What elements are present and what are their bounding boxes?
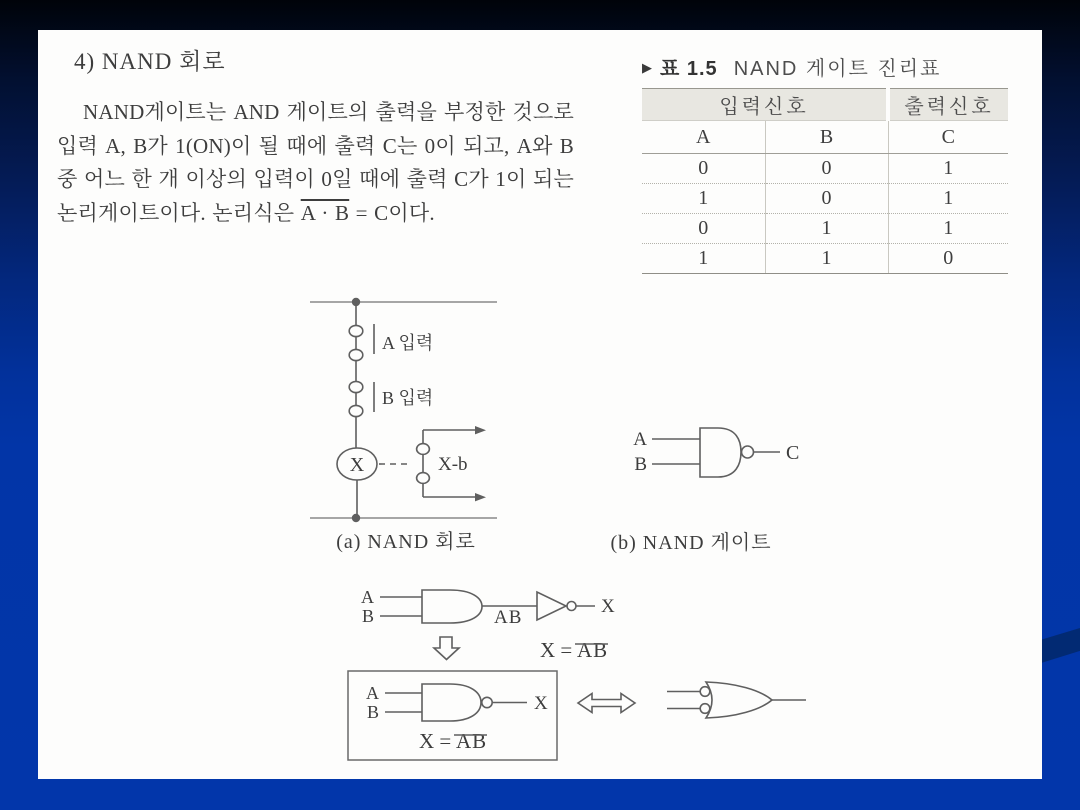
boxed-formula-overline-text: AB [456, 729, 488, 753]
input-inversion-bubble [700, 704, 710, 714]
down-arrow-icon [434, 637, 459, 660]
input-inversion-bubble [700, 687, 710, 697]
overline-formula: A · B [300, 200, 350, 225]
nand-gate-body [700, 428, 741, 477]
equivalence-diagram [348, 587, 806, 760]
arrow-right-icon [475, 493, 486, 501]
inversion-bubble [742, 446, 754, 458]
formula-overline-text: AB [577, 638, 609, 662]
and-output-label: AB [494, 607, 523, 628]
table-cell: 1 [642, 184, 765, 214]
table-cell: 1 [642, 244, 765, 274]
xb-node-1 [417, 444, 430, 455]
table-cell: 1 [765, 244, 888, 274]
table-cell: 1 [765, 214, 888, 244]
table-title-text: NAND 게이트 진리표 [733, 58, 942, 80]
inversion-bubble [482, 697, 492, 707]
contact-b-node-2 [349, 405, 363, 416]
contact-a-node-1 [349, 325, 363, 336]
table-cell: 0 [765, 154, 888, 184]
caption-a: (a) NAND 회로 [336, 531, 476, 553]
coil-label: X [349, 454, 365, 476]
output-x-label: X [601, 596, 615, 617]
table-cell: 1 [888, 184, 1008, 214]
col-c: C [888, 121, 1008, 154]
table-cell: 1 [888, 214, 1008, 244]
input-a-label: A [366, 683, 379, 703]
col-b: B [765, 121, 888, 154]
table-label: 표 1.5 [660, 58, 718, 80]
input-b-label: B [634, 454, 647, 475]
contact-b-label: B 입력 [382, 388, 434, 408]
header-output-signal: 출력신호 [888, 89, 1008, 121]
boxed-formula-lhs: X = [419, 729, 452, 753]
header-input-signal: 입력신호 [642, 89, 888, 121]
junction-dot-bottom [352, 514, 360, 522]
paragraph-text: NAND게이트는 AND 게이트의 출력을 부정한 것으로 입력 A, B가 1(ON)이 될 때에 출력 C는 0이 되고, A와 B 중 어느 한 개 이상의 입력이 0일 때에 출력 C가 1이 되는 논리게이트이다. 논리식은 [57, 100, 574, 225]
input-b-label: B [361, 606, 374, 626]
table-cell: 0 [765, 184, 888, 214]
table-cell: 1 [888, 154, 1008, 184]
formula-lhs: X = [540, 638, 573, 662]
page-title: 4) NAND 회로 [74, 49, 226, 74]
caption-b: (b) NAND 게이트 [610, 532, 772, 554]
input-b-label: B [366, 702, 379, 722]
table-cell: 0 [888, 244, 1008, 274]
relay-circuit-diagram [310, 298, 497, 553]
contact-a-label: A 입력 [382, 333, 434, 353]
contact-a-node-2 [349, 349, 363, 360]
table-cell: 0 [642, 154, 765, 184]
triangle-marker-icon: ▶ [642, 60, 652, 75]
nand-gate-body [422, 684, 481, 721]
output-c-label: C [786, 442, 800, 464]
arrow-right-icon [475, 426, 486, 434]
xb-contact-label: X-b [438, 454, 468, 475]
output-x-label: X [534, 693, 548, 714]
table-cell: 0 [642, 214, 765, 244]
inversion-bubble [567, 602, 576, 611]
paragraph-text-end: = C이다. [349, 200, 435, 225]
and-gate-body [422, 590, 482, 623]
contact-b-node-1 [349, 381, 363, 392]
nand-gate-diagram [610, 428, 799, 554]
col-a: A [642, 121, 765, 154]
not-gate-body [537, 592, 566, 620]
input-a-label: A [361, 587, 374, 607]
equivalence-arrow-icon [578, 694, 635, 713]
xb-node-2 [417, 473, 430, 484]
or-gate-body [706, 682, 772, 718]
input-a-label: A [633, 429, 647, 450]
